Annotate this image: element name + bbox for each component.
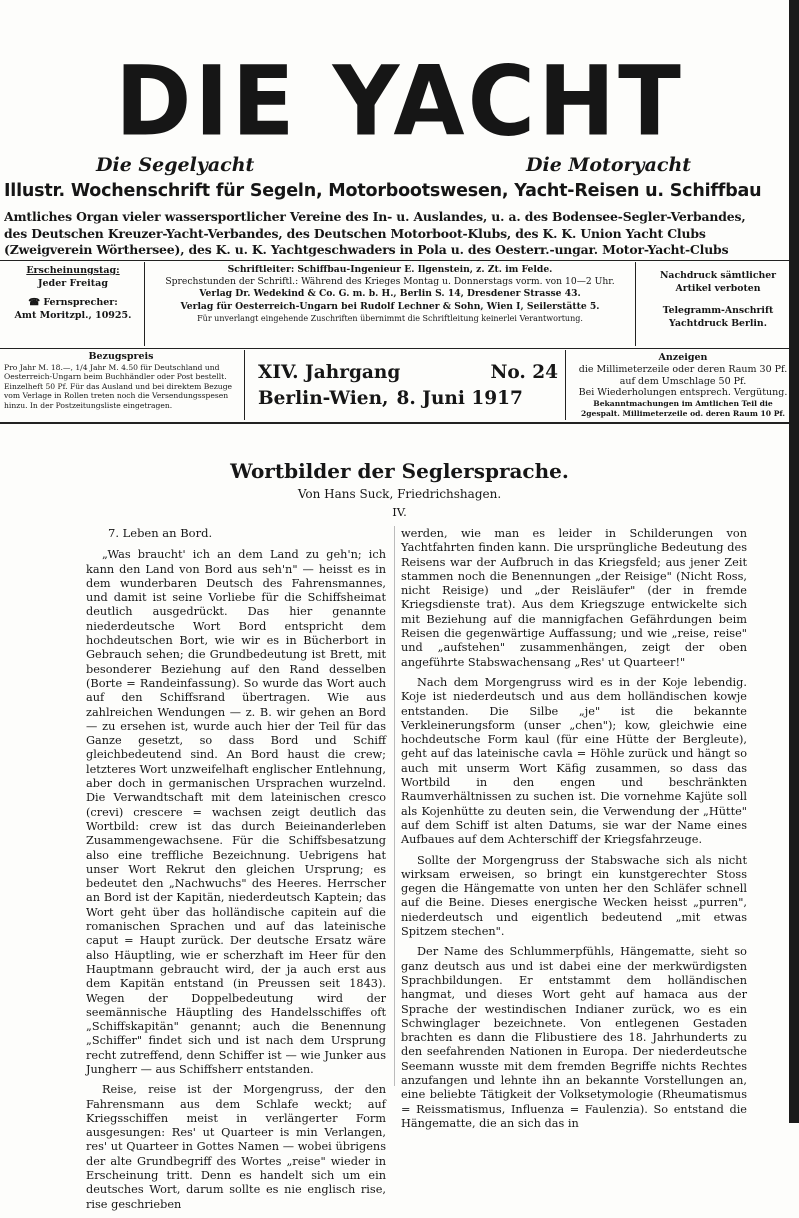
- phone-icon: ☎: [28, 297, 44, 308]
- paragraph: Der Name des Schlummerpfühls, Hängematte, sieht so ganz deutsch aus und ist dabei eine der merkwürdigsten Sprachbildungen. Er entstammt dem holländischen hangmat, und dieses Wort geht auf hamaca aus der Sprache der westindischen Indianer zurück, wo es ein Schwinglager bezeichnete. Von entlegenen Gestaden brachten es dann die Flibustiere des 18. Jahrhunderts zu den seefahrenden Nationen in Europa. Der niederdeutsche Seemann wusste mit dem fremden Begriffe nichts Rechtes anzufangen und lehnte ihn an bekannte Vorstellungen an, eine beliebte Tätigkeit der Volksetymologie (Rheumatismus = Reissmatismus, Influenza = Faulenzia). So entstand die Hängematte, die an sich das in: [401, 945, 747, 1130]
- organ-line: des Deutschen Kreuzer-Yacht-Verbandes, des Deutschen Motorboot-Klubs, des K. K. Union Yacht Clubs: [4, 225, 706, 241]
- divider-vertical: [565, 350, 566, 420]
- divider-rule: [0, 348, 799, 349]
- reprint-line: Artikel verboten: [675, 282, 761, 294]
- subtitle-motor: Die Motoryacht: [526, 154, 692, 176]
- subtitle-sailing: Die Segelyacht: [96, 154, 255, 176]
- editorial-info: [148, 264, 632, 325]
- section-heading: 7. Leben an Bord.: [108, 526, 213, 540]
- divider-rule: [0, 422, 799, 424]
- organ-line: Amtliches Organ vieler wassersportlicher Vereine des In- u. Auslandes, u. a. des Bodensee-Segler-Verbandes,: [4, 209, 746, 224]
- issue-info: [258, 360, 558, 412]
- notice-line: 2gespalt. Millimeterzeile od. deren Raum 10 Pf.: [580, 408, 786, 418]
- office-hours-line: Sprechstunden der Schriftl.: Während des Krieges Montag u. Donnerstags vorm. von 10—2 Uhr.: [165, 276, 615, 288]
- austria-publisher-line: Verlag für Oesterreich-Ungarn bei Rudolf Lechner & Sohn, Wien I, Seilerstätte 5.: [180, 300, 600, 312]
- advertising-line: auf dem Umschlage 50 Pf.: [619, 375, 747, 387]
- paragraph: Reise, reise ist der Morgengruss, der den Fahrensmann aus dem Schlafe weckt; auf Kriegsschiffen meist in verlängerter Form ausgesungen: Res' ut Quarteer is min Verlangen, res' ut Quarteer in Gottes Namen — wobei übrigens der alte Grundbegriff des Wortes „reise" wieder in Erscheinung tritt. Denn es handelt sich um ein deutsches Wort, darum sollte es nie englisch rise, rise geschrieben: [86, 1083, 386, 1211]
- paragraph: Sollte der Morgengruss der Stabswache sich als nicht wirksam erweisen, so bringt ein kunstgerechter Stoss gegen die Hängematte von unten her den Schläfer schnell auf die Beine. Dieses energische Wecken heisst „purren", niederdeutsch und eigentlich bedeutend „mit etwas Spitzem stechen".: [401, 853, 747, 939]
- tagline: Illustr. Wochenschrift für Segeln, Motorbootswesen, Yacht-Reisen u. Schiffbau: [4, 181, 762, 201]
- phone-label: ☎ Fernsprecher:: [28, 297, 118, 308]
- masthead-title: DIE YACHT: [115, 45, 684, 158]
- telegram-address: Yachtdruck Berlin.: [669, 317, 767, 329]
- advertising-heading: Anzeigen: [658, 352, 708, 363]
- subscription-text: Pro Jahr M. 18.—, 1/4 Jahr M. 4.50 für Deutschland und Oesterreich-Ungarn beim Buchhändler oder Post bestellt. Einzelheft 50 Pf. Für das Ausland und bei direktem Bezuge vom Verlage in Rollen treten noch die Versendungsspesen hinzu. In der Postzeitungsliste eingetragen.: [4, 362, 233, 410]
- divider-vertical: [244, 350, 245, 420]
- official-organ-statement: [4, 209, 796, 259]
- article-column-left: [86, 526, 386, 1218]
- divider-rule: [0, 260, 799, 261]
- article-byline: Von Hans Suck, Friedrichshagen.: [297, 487, 502, 501]
- reprint-line: Nachdruck sämtlicher: [659, 270, 777, 281]
- divider-vertical: [144, 262, 145, 346]
- release-day: Jeder Freitag: [38, 278, 108, 289]
- editor-line: Schriftleiter: Schiffbau-Ingenieur E. Ilgenstein, z. Zt. im Felde.: [227, 264, 553, 275]
- advertising-rates: [572, 352, 794, 418]
- phone-number: Amt Moritzpl., 10925.: [14, 310, 132, 321]
- scan-edge: [789, 0, 799, 1123]
- publisher-line: Verlag Dr. Wedekind & Co. G. m. b. H., Berlin S. 14, Dresdener Strasse 43.: [199, 288, 581, 300]
- telegram-label: Telegramm-Anschrift: [662, 305, 774, 316]
- divider-vertical: [635, 262, 636, 346]
- volume: XIV. Jahrgang: [258, 362, 401, 383]
- disclaimer-line: Für unverlangt eingehende Zuschriften übernimmt die Schriftleitung keinerlei Verantwortung.: [197, 313, 583, 323]
- paragraph: Nach dem Morgengruss wird es in der Koje lebendig. Koje ist niederdeutsch und aus dem holländischen kowje entstanden. Die Silbe „je" ist die bekannte Verkleinerungsform (unser „chen"); kow, gleichwie eine hochdeutsche Form kaul (für eine Hütte der Bergleute), geht auf das lateinische cavla = Höhle zurück und hängt so auch mit unserm Wort Käfig zusammen, so dass das Wortbild in den engen und beschränkten Raumverhältnissen zu suchen ist. Die vornehme Kajüte soll als Kojenhütte zu deuten sein, die Verwendung der „Hütte" auf dem Schiff ist alten Datums, sie war der Name eines Aufbaues auf dem Achterschiff der Kriegsfahrzeuge.: [401, 675, 747, 847]
- notice-line: Bekanntmachungen im Amtlichen Teil die: [593, 399, 773, 409]
- article-part: IV.: [392, 505, 407, 519]
- article-column-right: [401, 527, 747, 1137]
- column-divider: [394, 526, 395, 1086]
- issue-place: Berlin-Wien,: [258, 388, 389, 409]
- subscription-heading: Bezugspreis: [88, 351, 154, 362]
- subscription-price: [4, 352, 238, 411]
- advertising-line: die Millimeterzeile oder deren Raum 30 Pf.: [578, 363, 788, 375]
- organ-line: (Zweigverein Wörthersee), des K. u. K. Yachtgeschwaders in Pola u. des Oesterr.-ungar. Motor-Yacht-Clubs: [4, 242, 729, 257]
- issue-number: No. 24: [490, 362, 558, 383]
- paragraph: werden, wie man es leider in Schilderungen von Yachtfahrten finden kann. Die ursprüngliche Bedeutung des Reisens war der Aufbruch in das Kriegsfeld; aus jener Zeit stammen noch die Benennungen „der Reisige" (Nicht Ross, nicht Reisige) und „der Reisläufer" (der in fremde Kriegsdienste trat). Aus dem Kriegszuge entwickelte sich mit Beziehung auf die mannigfachen Gefährdungen beim Reisen die gegenwärtige Auffassung; und wie „reise, reise" und „aufstehen" zusammenhängen, zeigt der oben angeführte Stabswachensang „Res' ut Quarteer!": [401, 527, 747, 669]
- reprint-info: [638, 270, 798, 330]
- paragraph: „Was braucht' ich an dem Land zu geh'n; ich kann den Land von Bord aus seh'n" — heisst es in dem wunderbaren Deutsch des Fahrensmannes, und damit ist seine Vorliebe für die Schiffsheimat deutlich ausgedrückt. Das hier genannte niederdeutsche Wort Bord entspricht dem hochdeutschen Bort, wie wir es in Bücherbort in Gebrauch sehen; die Grundbedeutung ist Brett, mit besonderer Beziehung auf den Rand desselben (Borte = Randeinfassung). So wurde das Wort auch auf den Schiffsrand übertragen. Wie aus zahlreichen Wendungen — z. B. wir gehen an Bord — zu ersehen ist, wurde auch hier der Teil für das Ganze gesetzt, so dass Bord und Schiff gleichbedeutend sind. An Bord haust die crew; letzteres Wort unzweifelhaft englischer Entlehnung, aber doch in germanischen Ursprachen wurzelnd. Die Verwandtschaft mit dem lateinischen cresco (crevi) crescere = wachsen zeigt deutlich das Wortbild: crew ist das durch Beieinanderleben Zusammengewachsene. Für die Schiffsbesatzung also eine treffliche Bezeichnung. Uebrigens hat unser Wort Rekrut den gleichen Ursprung; es bedeutet den „Nachwuchs" des Heeres. Herrscher an Bord ist der Kapitän, niederdeutsch Kaptein; das Wort geht über das holländische capitein auf die romanischen Sprachen und auf das lateinische caput = Haupt zurück. Der deutsche Ersatz wäre also Häuptling, wie er scherzhaft im Heer für den Hauptmann gebraucht wird, der ja auch erst aus dem Kapitän entstand (in Preussen seit 1843). Wegen der Doppelbedeutung wird der seemännische Häuptling des Handelsschiffes oft „Schiffskapitän" genannt; auch die Benennung „Schiffer" findet sich und ist nach dem Ursprung recht zutreffend, denn Schiffer ist — wie Junker aus Jungherr — aus Schiffsherr entstanden.: [86, 548, 386, 1076]
- advertising-line: Bei Wiederholungen entsprech. Vergütung.: [578, 387, 788, 399]
- article-title: Wortbilder der Seglersprache.: [230, 459, 569, 483]
- release-day-label: Erscheinungstag:: [26, 265, 120, 276]
- publication-info: [4, 264, 142, 322]
- issue-date: 8. Juni 1917: [396, 388, 523, 409]
